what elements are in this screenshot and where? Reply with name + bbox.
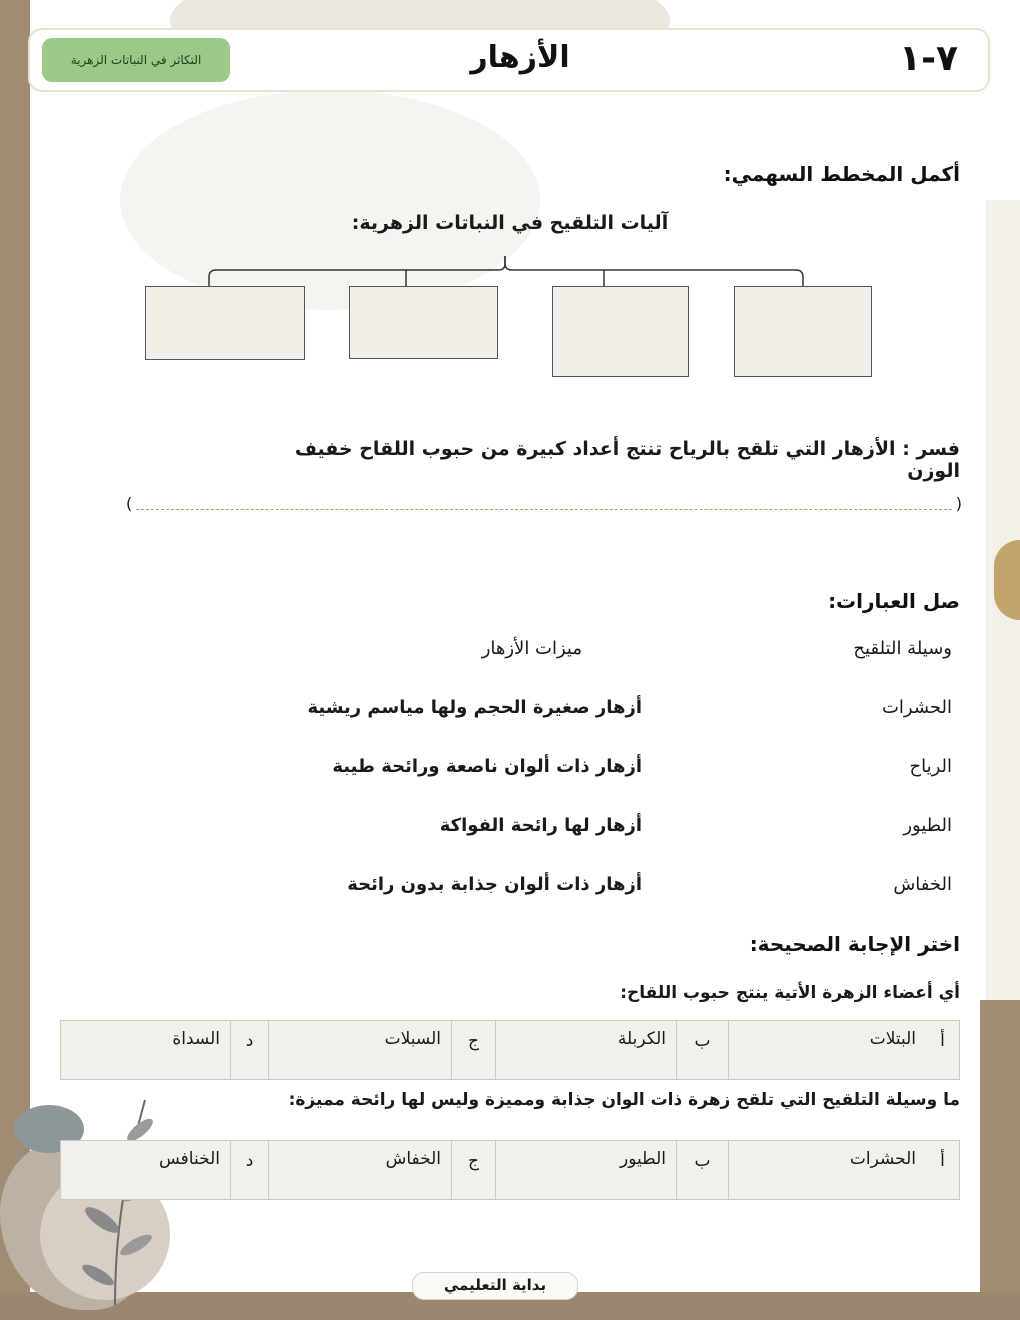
lesson-number: ٧-١: [899, 38, 958, 79]
page-title: الأزهار: [470, 40, 570, 75]
option-letter: ب: [676, 1141, 728, 1199]
mcq-prompt: اختر الإجابة الصحيحة:: [749, 932, 960, 956]
option-cell[interactable]: السداة: [172, 1029, 220, 1049]
page-header: [28, 28, 990, 92]
matching-head-left: ميزات الأزهار: [481, 638, 582, 659]
matching-prompt: صل العبارات:: [828, 589, 960, 613]
option-cell[interactable]: الخنافس: [159, 1149, 220, 1169]
option-cell[interactable]: البتلات: [728, 1021, 926, 1079]
leaf-branch-illustration: [60, 1090, 170, 1310]
answer-box-4[interactable]: [145, 286, 305, 360]
match-right-item[interactable]: الطيور: [903, 815, 952, 836]
match-left-item[interactable]: أزهار ذات ألوان ناصعة ورائحة طيبة: [332, 756, 642, 777]
close-paren: ): [126, 494, 133, 513]
option-cell[interactable]: الطيور: [495, 1141, 676, 1199]
explain-question: فسر : الأزهار التي تلقح بالرياح تنتج أعداد كبيرة من حبوب اللقاح خفيف الوزن: [294, 438, 960, 482]
option-letter: د: [230, 1141, 268, 1199]
option-cell[interactable]: السبلات: [268, 1021, 451, 1079]
explain-answer-line[interactable]: [126, 494, 962, 516]
option-cell[interactable]: الكربلة: [495, 1021, 676, 1079]
mcq-question-1: أي أعضاء الزهرة الأتية ينتج حبوب اللقاح:: [620, 983, 960, 1003]
option-cell[interactable]: الخفاش: [268, 1141, 451, 1199]
match-right-item[interactable]: الحشرات: [881, 697, 952, 718]
mcq-question-2: ما وسيلة التلقيح التي تلقح زهرة ذات الوان جذابة ومميزة وليس لها رائحة مميزة:: [288, 1090, 960, 1110]
option-letter: أ: [940, 1031, 945, 1051]
background-blob: [120, 90, 540, 310]
match-right-item[interactable]: الخفاش: [893, 874, 952, 895]
option-letter: ج: [451, 1021, 495, 1079]
option-cell[interactable]: الحشرات: [728, 1141, 926, 1199]
right-tan-shape: [994, 540, 1020, 620]
option-letter: ج: [451, 1141, 495, 1199]
open-paren: (: [955, 494, 962, 513]
diagram-title: آليات التلقيح في النباتات الزهرية:: [351, 212, 669, 234]
answer-box-2[interactable]: [552, 286, 689, 377]
answer-box-1[interactable]: [734, 286, 872, 377]
option-letter: د: [230, 1021, 268, 1079]
mcq-options-table-2: [60, 1140, 960, 1200]
option-letter: أ: [940, 1151, 945, 1171]
diagram-prompt: أكمل المخطط السهمي:: [723, 162, 960, 186]
right-brown-strip: [980, 1000, 1020, 1320]
match-right-item[interactable]: الرياح: [909, 756, 952, 777]
match-left-item[interactable]: أزهار ذات ألوان جذابة بدون رائحة: [347, 874, 642, 895]
mcq-options-table-1: [60, 1020, 960, 1080]
match-left-item[interactable]: أزهار لها رائحة الفواكة: [439, 815, 642, 836]
dashed-line: [136, 509, 952, 510]
option-letter: ب: [676, 1021, 728, 1079]
footer-brand: بداية التعليمي: [412, 1272, 578, 1300]
answer-box-3[interactable]: [349, 286, 498, 359]
lesson-topic-badge: التكاثر في النباتات الزهرية: [42, 38, 230, 82]
match-left-item[interactable]: أزهار صغيرة الحجم ولها مياسم ريشية: [307, 697, 642, 718]
matching-head-right: وسيلة التلقيح: [853, 638, 952, 659]
